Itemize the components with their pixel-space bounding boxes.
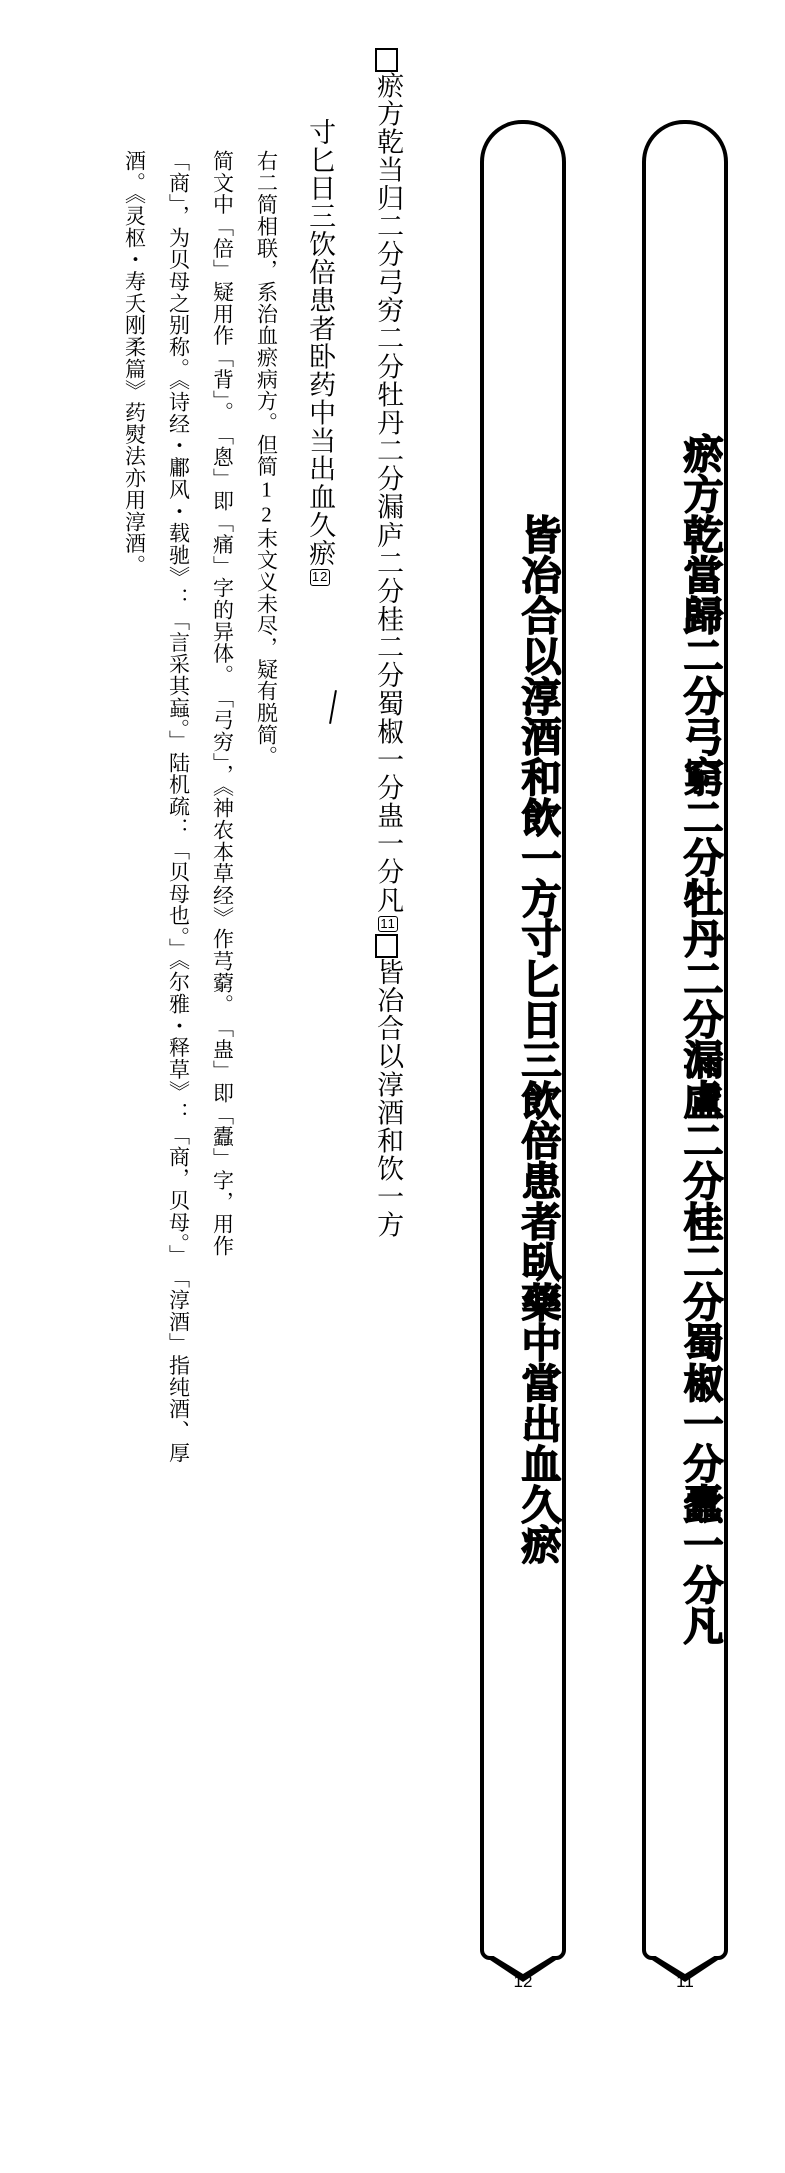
missing-char-box <box>375 48 399 72</box>
slip-12-number: 12 <box>513 1972 533 1991</box>
annotation-column-4 <box>118 150 164 2030</box>
annotation-column-2 <box>206 150 252 2030</box>
transcription-line-1 <box>368 48 407 2038</box>
transcription-line-2 <box>300 118 339 2038</box>
transcription-line-1-text: 瘀方乾当归二分弓穷二分牡丹二分漏庐二分桂二分蜀椒一分蛊一分凡 <box>373 71 404 915</box>
slip-11-strip <box>642 120 728 1960</box>
slip-11-number: 11 <box>676 1972 694 1991</box>
annotation-text-1: 右二简相联，系治血瘀病方。但简12末文义未尽，疑有脱简。 <box>254 150 279 768</box>
transcription-line-1-tail: 皆冶合以淳酒和饮一方 <box>373 958 404 1240</box>
footnote-marker-11: 11 <box>380 916 396 932</box>
slip-11-glyphs: 瘀方乾當歸二分弓窮二分牡丹二分漏盧二分桂二分蜀椒一分蠹一分凡 <box>677 433 724 1645</box>
transcription-line-2-text: 寸匕日三饮倍患者卧药中当出血久瘀 <box>305 118 336 568</box>
transcription-column-2 <box>300 118 362 2038</box>
annotation-text-3: 「商」，为贝母之别称。《诗经・鄘风・载驰》：「言采其蝱。」陆机疏：「贝母也。」《尔雅・释草》：「商，贝母。」 「淳酒」指纯酒、厚 <box>166 150 191 1464</box>
bamboo-slip-11 <box>642 120 728 1991</box>
missing-char-box-2 <box>375 934 399 958</box>
annotation-text-2: 简文中「倍」疑用作「背」。 「悤」即「痛」字的异体。 「弓穷」，《神农本草经》作芎藭。 「蛊」即「蠹」字，用作 <box>210 150 235 1257</box>
footnote-marker-12: 12 <box>311 569 329 585</box>
slip-12-strip <box>480 120 566 1960</box>
bamboo-slip-12 <box>480 120 566 1991</box>
transcription-column-1 <box>368 48 472 2038</box>
annotation-text-4: 酒。《灵枢・寿夭刚柔篇》药熨法亦用淳酒。 <box>122 150 147 577</box>
annotation-column-1 <box>250 150 296 2030</box>
annotation-column-3 <box>162 150 208 2030</box>
slip-12-glyphs: 皆冶合以淳酒和飲一方寸匕日三飲倍患者臥藥中當出血久瘀 <box>515 513 562 1565</box>
